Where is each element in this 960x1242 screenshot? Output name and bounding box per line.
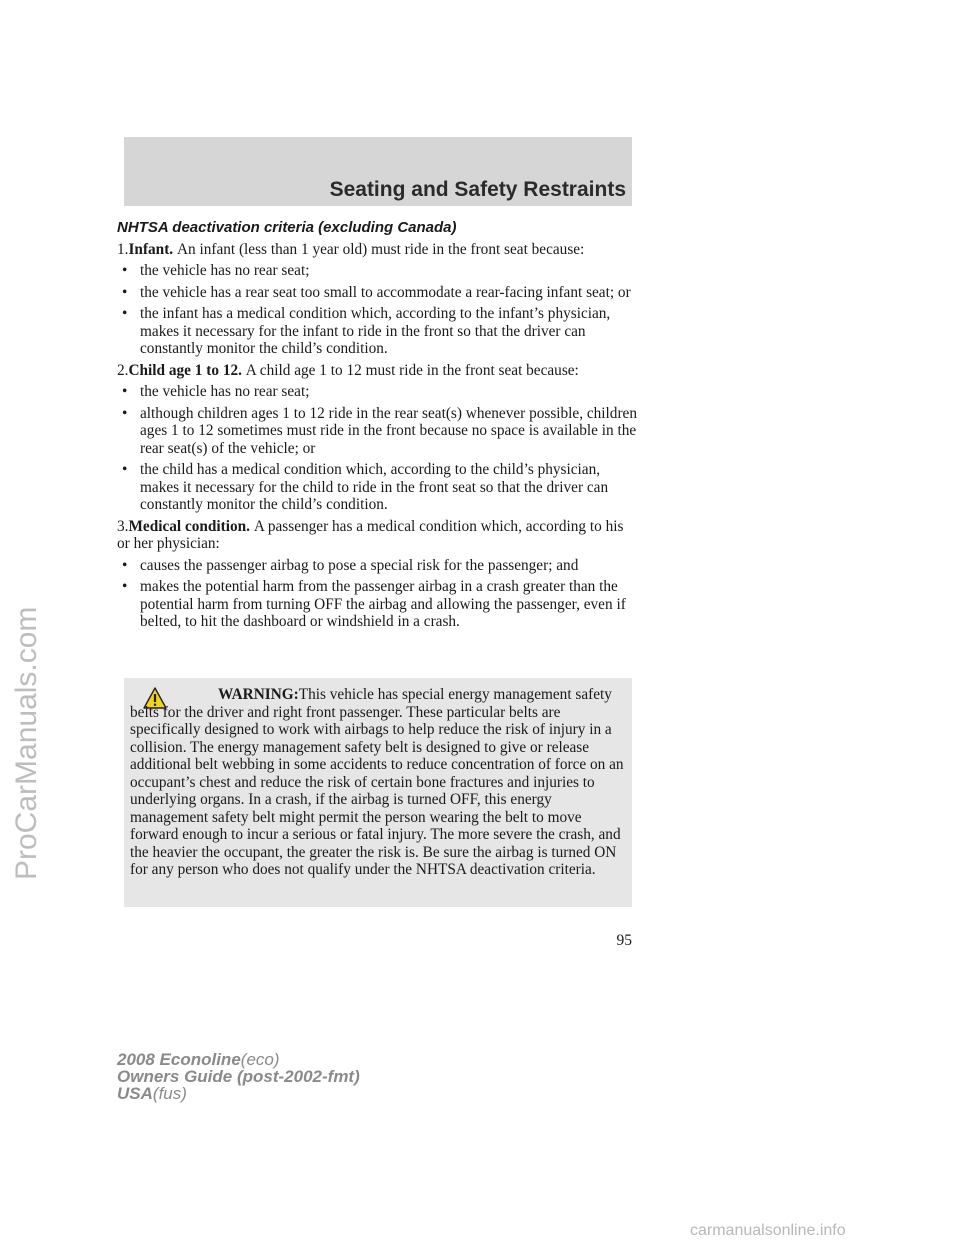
list-item (117, 557, 637, 575)
side-watermark: ProCarManuals.com (10, 606, 43, 880)
item-intro (117, 518, 637, 553)
bullet-icon: • (122, 404, 128, 422)
main-content (117, 219, 637, 635)
warning-body: This vehicle has special energy management safety belts for the driver and right front passenger. These particular belts are specifically designed to work with airbags to help reduce the risk of injury in a collision. The energy management safety belt is designed to give or release additional belt webbing in some accidents to reduce concentration of force on an occupant’s chest and reduce the risk of certain bone fractures and injuries to underlying organs. In a crash, if the airbag is turned OFF, this energy management safety belt might permit the person wearing the belt to move forward enough to incur a serious or fatal injury. The more severe the crash, and the heavier the occupant, the greater the risk is. Be sure the airbag is turned ON for any person who does not qualify under the NHTSA deactivation criteria. (130, 686, 624, 878)
page-number: 95 (616, 932, 632, 949)
bullet-text: the vehicle has no rear seat; (140, 383, 310, 400)
footer-guide: Owners Guide (post-2002-fmt) (117, 1067, 360, 1086)
bullet-list (117, 557, 637, 631)
list-item (117, 305, 637, 358)
item-number: 1. (117, 240, 129, 258)
bullet-icon: • (122, 461, 128, 478)
item-number: 2. (117, 361, 129, 379)
item-intro (117, 241, 637, 259)
list-item (117, 461, 637, 514)
bullet-text: although children ages 1 to 12 ride in the rear seat(s) whenever possible, children ages 1 to 12 sometimes must ride in the front because no space is available in the rear seat(s) of the vehicle; or (140, 404, 637, 457)
list-item (117, 578, 637, 631)
bullet-icon: • (122, 283, 128, 301)
list-item (117, 262, 637, 280)
footer-model-code: (eco) (240, 1050, 280, 1069)
subheading: NHTSA deactivation criteria (excluding Canada) (117, 219, 457, 236)
bullet-icon: • (122, 556, 128, 574)
section-title: Seating and Safety Restraints (329, 178, 626, 201)
item-title: Child age 1 to 12. (128, 361, 246, 379)
bottom-watermark: carmanualsonline.info (690, 1222, 846, 1239)
section-header-band (124, 137, 632, 206)
bullet-text: makes the potential harm from the passenger airbag in a crash greater than the potential harm from turning OFF the airbag and allowing the passenger, even if belted, to hit the dashboard or windshield in a crash. (140, 578, 626, 630)
item-title: Medical condition. (128, 517, 254, 535)
warning-label: WARNING: (218, 686, 299, 703)
bullet-text: the vehicle has no rear seat; (140, 262, 310, 279)
bullet-text: causes the passenger airbag to pose a special risk for the passenger; and (140, 556, 579, 574)
bullet-list (117, 262, 637, 358)
bullet-icon: • (122, 305, 128, 322)
criteria-item-child (117, 362, 637, 514)
criteria-item-medical (117, 518, 637, 631)
list-item (117, 284, 637, 302)
bullet-list (117, 383, 637, 514)
item-text: A child age 1 to 12 must ride in the front seat because: (245, 361, 579, 379)
list-item (117, 405, 637, 458)
list-item (117, 383, 637, 401)
footer-model: 2008 Econoline (117, 1050, 241, 1069)
item-title: Infant. (128, 240, 177, 258)
item-text: A passenger has a medical condition which, according to his or her physician: (117, 517, 624, 552)
criteria-item-infant (117, 241, 637, 358)
bullet-icon: • (122, 383, 128, 400)
bullet-text: the vehicle has a rear seat too small to accommodate a rear-facing infant seat; or (140, 283, 631, 301)
warning-text (130, 686, 630, 879)
bullet-icon: • (122, 578, 128, 595)
footer-region-code: (fus) (152, 1084, 187, 1103)
bullet-text: the child has a medical condition which, according to the child’s physician, makes it necessary for the child to ride in the front seat so that the driver can constantly monitor the child’s condition. (140, 461, 609, 513)
bullet-icon: • (122, 262, 128, 279)
bullet-text: the infant has a medical condition which, according to the infant’s physician, makes it necessary for the infant to ride in the front so that the driver can constantly monitor the child’s condition. (140, 305, 611, 357)
footer-region: USA (117, 1084, 153, 1103)
warning-box (124, 678, 632, 907)
document-footer (117, 1051, 360, 1102)
item-number: 3. (117, 517, 129, 535)
item-text: An infant (less than 1 year old) must ride in the front seat because: (176, 240, 585, 258)
item-intro (117, 362, 637, 380)
